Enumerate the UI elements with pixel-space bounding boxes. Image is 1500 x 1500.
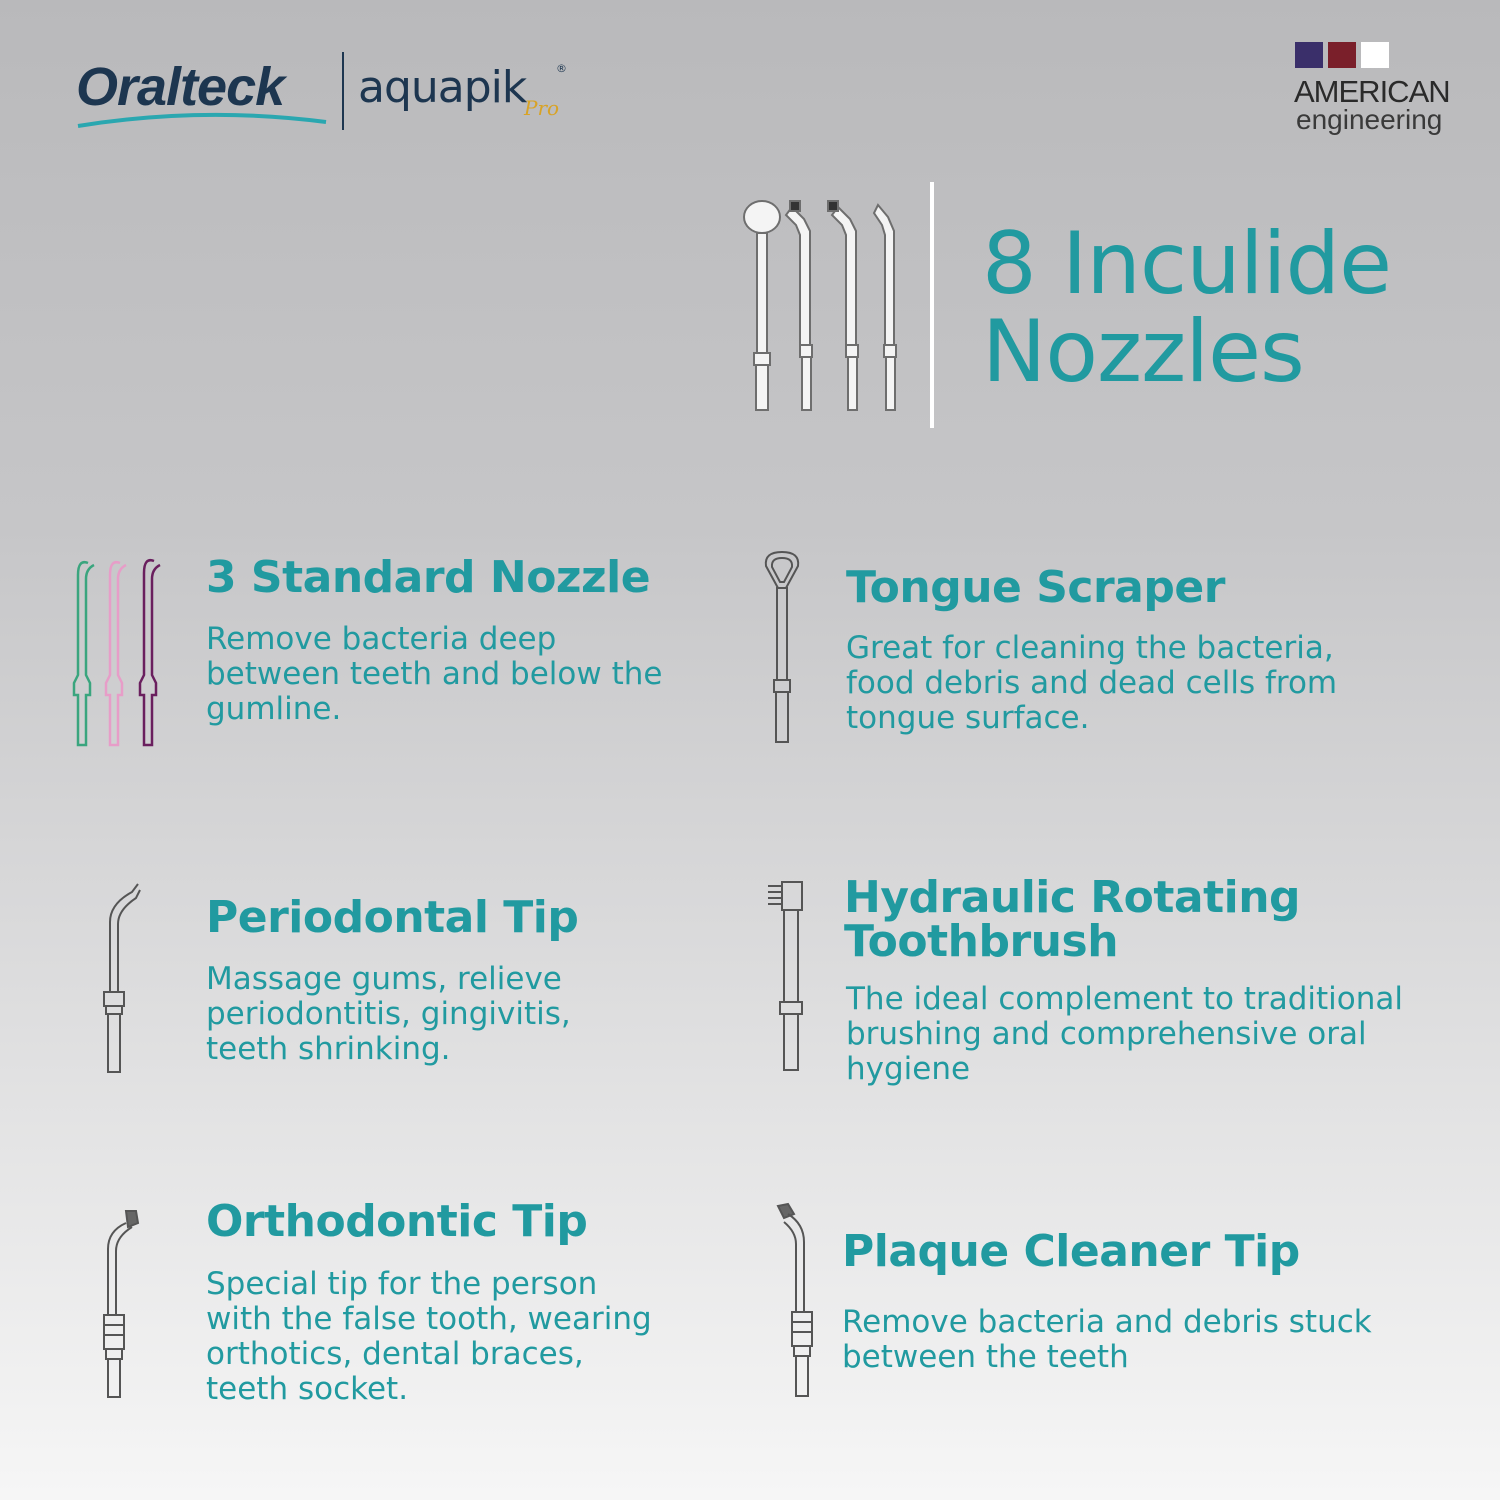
feature-desc-standard-nozzle: Remove bacteria deep between teeth and below the gumline. <box>206 621 663 727</box>
feature-title-plaque-cleaner: Plaque Cleaner Tip <box>842 1226 1300 1277</box>
hero-divider <box>930 182 934 428</box>
feature-title-periodontal-tip: Periodontal Tip <box>206 892 579 943</box>
periodontal-tip-icon <box>88 880 148 1075</box>
hero-title-line1: 8 Inculide <box>982 214 1391 314</box>
tongue-scraper-icon <box>762 548 802 746</box>
aquapik-logo: aquapik <box>358 62 527 113</box>
feature-desc-plaque-cleaner: Remove bacteria and debris stuck between the teeth <box>842 1304 1372 1375</box>
feature-title-orthodontic-tip: Orthodontic Tip <box>206 1196 588 1247</box>
feature-title-standard-nozzle: 3 Standard Nozzle <box>206 552 651 603</box>
nozzles-set-icon <box>730 195 910 420</box>
feature-desc-periodontal-tip: Massage gums, relieve periodontitis, gingivitis, teeth shrinking. <box>206 961 571 1067</box>
brand-divider <box>342 52 344 130</box>
oralteck-logo: Oralteck <box>76 57 285 117</box>
standard-nozzles-icon <box>68 555 168 750</box>
feature-title-rotating-toothbrush: Hydraulic Rotating Toothbrush <box>844 872 1301 967</box>
oralteck-swoosh-icon <box>76 112 328 130</box>
hero-title <box>982 214 1482 402</box>
aquapik-pro-mark: Pro <box>524 96 560 120</box>
feature-desc-rotating-toothbrush: The ideal complement to traditional brushing and comprehensive oral hygiene <box>846 981 1403 1087</box>
american-engineering-subtitle: engineering <box>1296 104 1443 135</box>
feature-desc-orthodontic-tip: Special tip for the person with the false tooth, wearing orthotics, dental braces, teeth socket. <box>206 1266 652 1407</box>
feature-desc-tongue-scraper: Great for cleaning the bacteria, food debris and dead cells from tongue surface. <box>846 630 1338 736</box>
hero-title-line2: Nozzles <box>982 302 1304 402</box>
rotating-toothbrush-icon <box>764 878 814 1073</box>
registered-mark: ® <box>556 62 567 75</box>
orthodontic-tip-icon <box>92 1205 148 1400</box>
american-engineering-title: AMERICAN <box>1294 74 1450 109</box>
american-flag-icon <box>1295 42 1389 68</box>
plaque-cleaner-tip-icon <box>774 1200 830 1400</box>
feature-title-tongue-scraper: Tongue Scraper <box>846 562 1225 613</box>
